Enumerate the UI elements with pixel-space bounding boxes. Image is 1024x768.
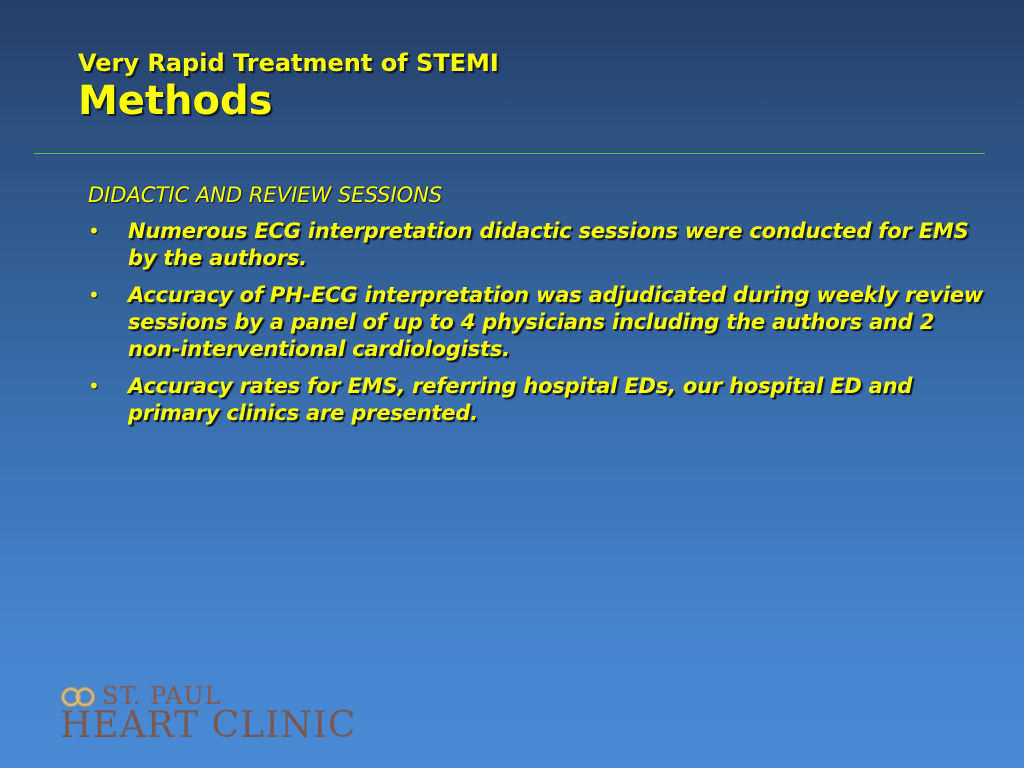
bullet-text: Numerous ECG interpretation didactic sessions were conducted for EMS by the authors.: [128, 219, 969, 270]
bullet-text: Accuracy rates for EMS, referring hospital EDs, our hospital ED and primary clinics are presented.: [128, 374, 913, 425]
bullet-icon: •: [88, 374, 100, 398]
logo-text-heart-clinic: HEART CLINIC: [60, 705, 357, 746]
st-paul-heart-clinic-logo: [60, 682, 440, 746]
bullet-icon: •: [88, 219, 100, 243]
title-divider: [34, 153, 985, 154]
title-block: [78, 48, 499, 124]
slide-title: Methods: [78, 78, 273, 124]
bullet-item: [88, 373, 988, 427]
bullet-list: [88, 218, 988, 427]
bullet-item: [88, 218, 988, 272]
bullet-icon: •: [88, 283, 100, 307]
bullet-text: Accuracy of PH-ECG interpretation was adjudicated during weekly review sessions by a panel of up to 4 physicians including the authors and 2 non-interventional cardiologists.: [128, 283, 984, 361]
slide-subtitle: Very Rapid Treatment of STEMI: [78, 49, 499, 77]
bullet-item: [88, 282, 988, 363]
section-heading: DIDACTIC AND REVIEW SESSIONS: [88, 183, 443, 207]
slide-content: [88, 180, 988, 437]
logo-text-st-paul: ST. PAUL: [102, 682, 222, 710]
